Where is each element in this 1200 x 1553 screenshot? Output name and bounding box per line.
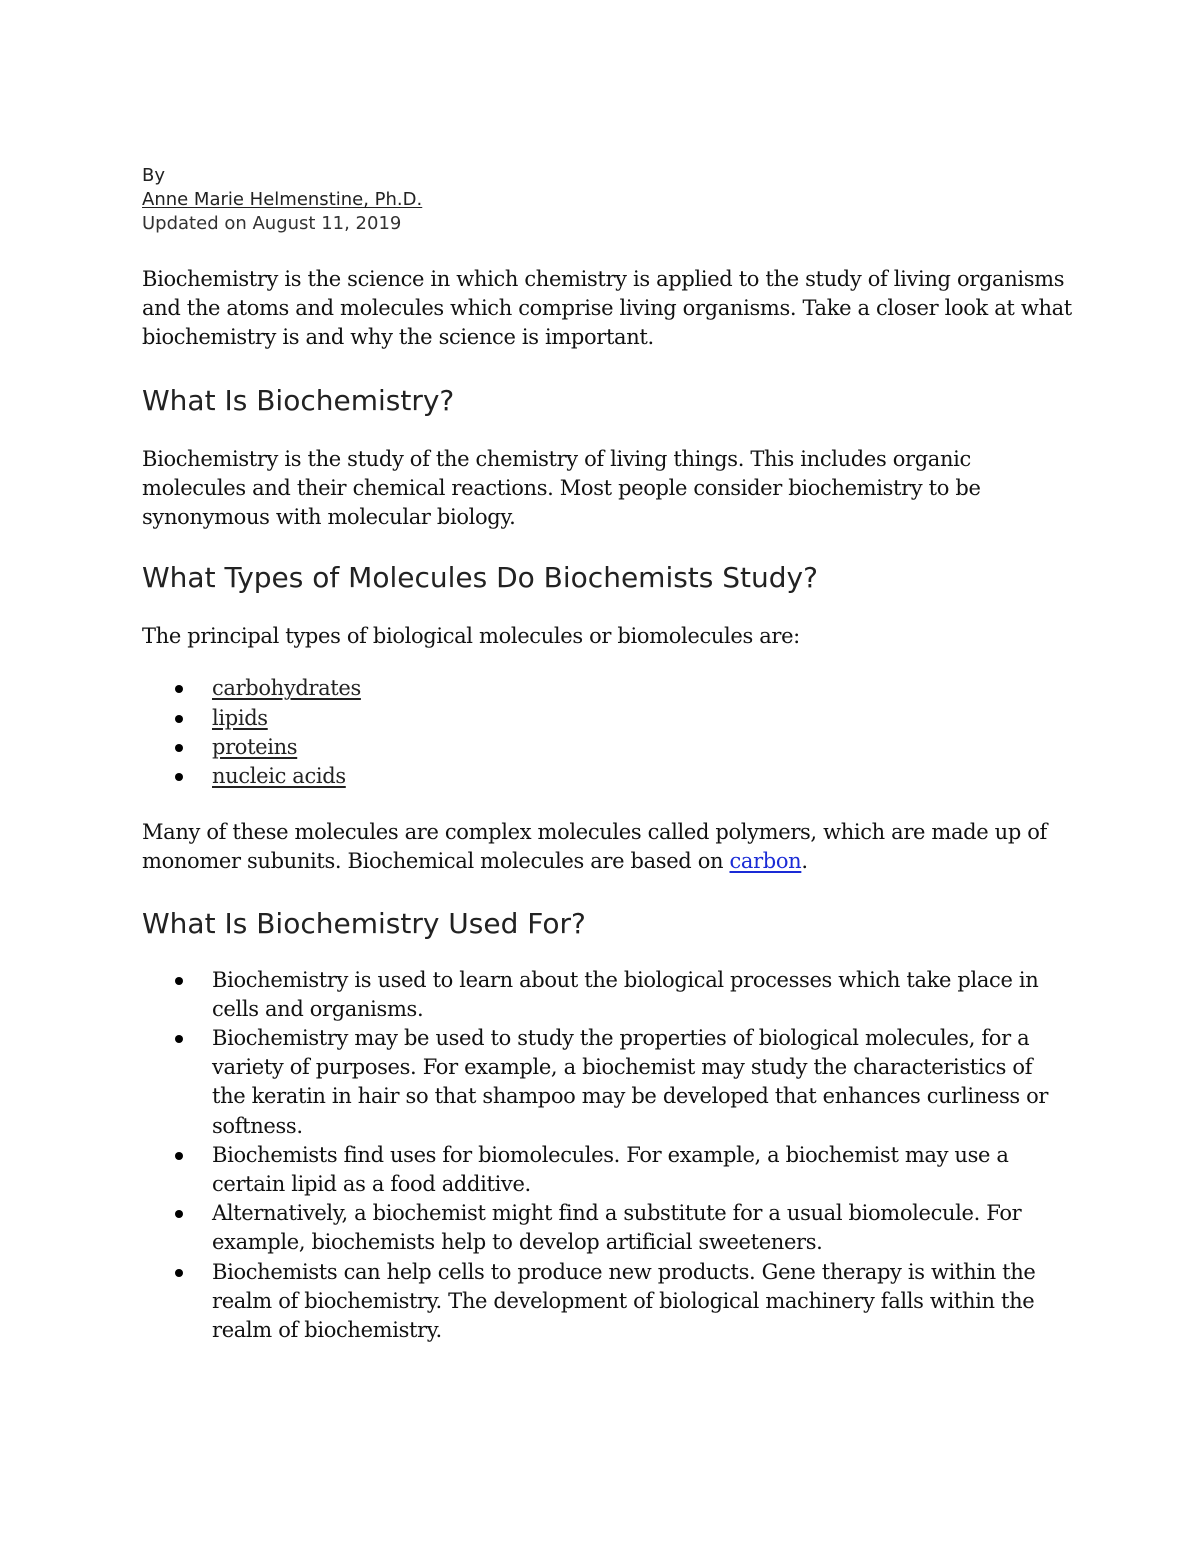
carbon-link[interactable]: carbon [729, 849, 802, 874]
list-item [212, 1141, 1072, 1199]
definition-paragraph: Biochemistry is the study of the chemistry of living things. This includes organic molecules and their chemical reactions. Most people consider biochemistry to be synonymous with molecular biology. [142, 446, 981, 530]
bullet-icon [175, 977, 183, 985]
bullet-icon [175, 715, 183, 723]
heading-molecule-types: What Types of Molecules Do Biochemists Study? [142, 561, 818, 595]
bullet-icon [175, 1152, 183, 1160]
bullet-icon [175, 685, 183, 693]
polymers-paragraph [142, 818, 1072, 876]
bullet-icon [175, 1210, 183, 1218]
use-item-text: Biochemists can help cells to produce new products. Gene therapy is within the realm of biochemistry. The development of biological machinery falls within the realm of biochemistry. [212, 1259, 1036, 1343]
use-item-text: Biochemistry may be used to study the properties of biological molecules, for a variety of purposes. For example, a biochemist may study the characteristics of the keratin in hair so that shampoo may be developed that enhances curliness or softness. [212, 1026, 1049, 1138]
heading-what-is-biochemistry: What Is Biochemistry? [142, 383, 455, 417]
bullet-icon [175, 773, 183, 781]
list-item [212, 1258, 1072, 1346]
list-item [212, 1024, 1072, 1141]
use-item-text: Biochemistry is used to learn about the biological processes which take place in cells and organisms. [212, 967, 1039, 1021]
bullet-icon [175, 1269, 183, 1277]
use-item-text: Biochemists find uses for biomolecules. For example, a biochemist may use a certain lipid as a food additive. [212, 1142, 1009, 1197]
molecule-link-proteins[interactable]: proteins [212, 734, 298, 759]
list-item [212, 704, 1072, 733]
author-link[interactable]: Anne Marie Helmenstine, Ph.D. [142, 189, 423, 210]
molecule-link-nucleic-acids[interactable]: nucleic acids [212, 764, 346, 789]
list-item [212, 1199, 1072, 1257]
polymers-text: Many of these molecules are complex molecules called polymers, which are made up of monomer subunits. Biochemical molecules are based on [142, 820, 1047, 874]
list-item [212, 966, 1072, 1024]
uses-list [142, 966, 1072, 1346]
polymers-text-end: . [801, 849, 808, 874]
molecule-link-carbohydrates[interactable]: carbohydrates [212, 676, 361, 701]
molecule-link-lipids[interactable]: lipids [212, 705, 268, 730]
molecule-types-lead: The principal types of biological molecules or biomolecules are: [142, 624, 800, 649]
intro-paragraph: Biochemistry is the science in which chemistry is applied to the study of living organisms and the atoms and molecules which comprise living organisms. Take a closer look at what biochemistry is and why the science is important. [142, 267, 1072, 350]
list-item [212, 762, 1072, 791]
document-page [142, 164, 1072, 1345]
use-item-text: Alternatively, a biochemist might find a substitute for a usual biomolecule. For example, biochemists help to develop artificial sweeteners. [212, 1201, 1022, 1255]
byline [142, 164, 1072, 236]
molecule-list [142, 674, 1072, 791]
heading-biochemistry-uses: What Is Biochemistry Used For? [142, 906, 586, 940]
bullet-icon [175, 1035, 183, 1043]
byline-by: By [142, 165, 166, 186]
updated-date: Updated on August 11, 2019 [142, 213, 402, 234]
bullet-icon [175, 744, 183, 752]
list-item [212, 733, 1072, 762]
list-item [212, 674, 1072, 703]
